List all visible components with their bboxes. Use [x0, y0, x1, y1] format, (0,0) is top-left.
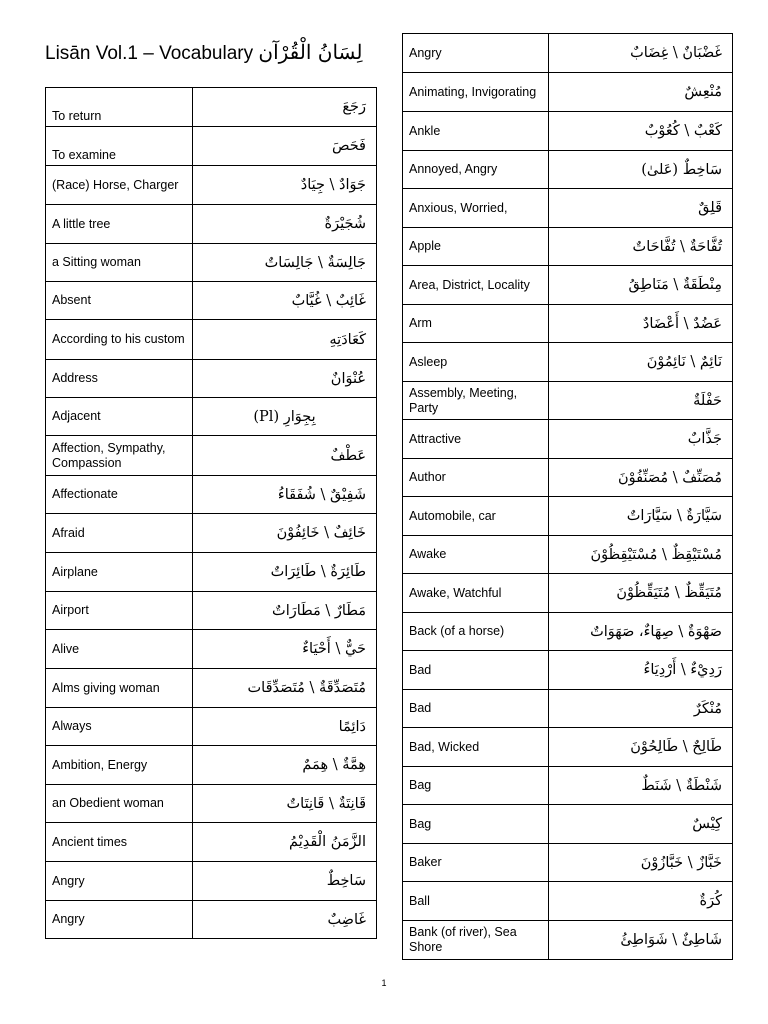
table-row [403, 921, 733, 960]
english-term: Angry [46, 862, 193, 901]
english-term: Adjacent [46, 398, 193, 436]
table-row [46, 205, 377, 244]
table-row [403, 882, 733, 921]
english-term: Bad [403, 651, 549, 690]
english-term: Area, District, Locality [403, 266, 549, 305]
english-term: Baker [403, 844, 549, 882]
table-row [403, 459, 733, 497]
table-row [403, 343, 733, 382]
table-row [46, 398, 377, 436]
arabic-term: رَدِيْءٌ \ أَرْدِيَاءُ [549, 651, 733, 690]
arabic-term: شَفِيْقٌ \ شُفَقَاءُ [193, 476, 377, 514]
arabic-term: جَالِسَةٌ \ جَالِسَاتٌ [193, 244, 377, 282]
english-term: Ancient times [46, 823, 193, 862]
english-term: Bag [403, 805, 549, 844]
english-term: Angry [46, 901, 193, 939]
table-row [403, 112, 733, 151]
arabic-term: سَيَّارَةٌ \ سَيَّارَاتٌ [549, 497, 733, 536]
arabic-term: مُنْعِشٌ [549, 73, 733, 112]
arabic-term: رَجَعَ [193, 88, 377, 127]
table-row [46, 282, 377, 320]
arabic-term: غَاضِبٌ [193, 901, 377, 939]
arabic-term: بِجِوَارِ (Pl) [193, 398, 377, 436]
english-term: Angry [403, 34, 549, 73]
arabic-term: سَاخِطٌ [193, 862, 377, 901]
english-term: Annoyed, Angry [403, 151, 549, 189]
english-term: Ankle [403, 112, 549, 151]
arabic-term: نَائِمٌ \ نَائِمُوْنَ [549, 343, 733, 382]
table-row [46, 244, 377, 282]
arabic-term: شُجَيْرَةٌ [193, 205, 377, 244]
english-term: A little tree [46, 205, 193, 244]
english-term: Ball [403, 882, 549, 921]
title-arabic: لِسَانُ الْقُرْآن [258, 40, 363, 64]
vocab-table-right [402, 33, 733, 960]
table-row [403, 228, 733, 266]
arabic-term: عَطْفٌ [193, 436, 377, 476]
english-term: Back (of a horse) [403, 613, 549, 651]
table-row [403, 805, 733, 844]
english-term: Bad [403, 690, 549, 728]
table-row [403, 651, 733, 690]
table-row [46, 514, 377, 553]
english-term: According to his custom [46, 320, 193, 360]
arabic-term: هِمَّةٌ \ هِمَمٌ [193, 746, 377, 785]
english-term: Airport [46, 592, 193, 630]
english-term: Asleep [403, 343, 549, 382]
table-row [46, 553, 377, 592]
english-term: Affection, Sympathy, Compassion [46, 436, 193, 476]
english-term: Bag [403, 767, 549, 805]
arabic-term: كَعَادَتِهِ [193, 320, 377, 360]
table-row [403, 382, 733, 420]
english-term: Arm [403, 305, 549, 343]
arabic-term: الزَّمَنُ الْقَدِيْمُ [193, 823, 377, 862]
arabic-term: جَوَادٌ \ جِيَادٌ [193, 166, 377, 205]
table-row [403, 305, 733, 343]
table-row [46, 708, 377, 746]
table-row [403, 728, 733, 767]
english-term: To return [46, 88, 193, 127]
table-row [403, 497, 733, 536]
english-term: Always [46, 708, 193, 746]
arabic-term: مُتَصَدِّقَةٌ \ مُتَصَدِّقَات [193, 669, 377, 708]
table-row [46, 746, 377, 785]
title-english: Lisān Vol.1 – Vocabulary [45, 43, 259, 64]
english-term: Awake, Watchful [403, 574, 549, 613]
english-term: Absent [46, 282, 193, 320]
arabic-term: صَهْوَةٌ \ صِهَاءٌ، صَهَوَاتٌ [549, 613, 733, 651]
arabic-term: مَطَارٌ \ مَطَارَاتٌ [193, 592, 377, 630]
arabic-term: قَلِقٌ [549, 189, 733, 228]
table-row [46, 592, 377, 630]
english-term: Attractive [403, 420, 549, 459]
arabic-term: مُسْتَيْقِظٌ \ مُسْتَيْقِظُوْنَ [549, 536, 733, 574]
arabic-term: خَائِفٌ \ خَائِفُوْنَ [193, 514, 377, 553]
table-row [46, 785, 377, 823]
table-row [403, 844, 733, 882]
arabic-term: فَحَصَ [193, 127, 377, 166]
arabic-term: كُرَةٌ [549, 882, 733, 921]
english-term: a Sitting woman [46, 244, 193, 282]
table-row [46, 862, 377, 901]
table-row [46, 823, 377, 862]
arabic-term: طَالِحٌ \ طَالِحُوْنَ [549, 728, 733, 767]
table-row [403, 73, 733, 112]
english-term: Animating, Invigorating [403, 73, 549, 112]
arabic-term: مُتَيَقِّظٌ \ مُتَيَقِّظُوْنَ [549, 574, 733, 613]
arabic-term: مُصَنِّفٌ \ مُصَنِّفُوْنَ [549, 459, 733, 497]
table-row [403, 420, 733, 459]
arabic-term: غَائِبٌ \ غُيَّابٌ [193, 282, 377, 320]
arabic-term: مِنْطَقَةٌ \ مَنَاطِقُ [549, 266, 733, 305]
arabic-term: طَائِرَةٌ \ طَائِرَاتٌ [193, 553, 377, 592]
table-row [403, 266, 733, 305]
table-row [46, 901, 377, 939]
table-row [403, 613, 733, 651]
english-term: Ambition, Energy [46, 746, 193, 785]
english-term: Afraid [46, 514, 193, 553]
arabic-term: غَضْبَانٌ \ غِضَابٌ [549, 34, 733, 73]
english-term: Anxious, Worried, [403, 189, 549, 228]
english-term: Alms giving woman [46, 669, 193, 708]
arabic-term: حَفْلَةٌ [549, 382, 733, 420]
arabic-term: تُفَّاحَةٌ \ تُفَّاحَاتٌ [549, 228, 733, 266]
table-row [403, 767, 733, 805]
table-row [46, 320, 377, 360]
arabic-term: عَضُدٌ \ أَعْضَادٌ [549, 305, 733, 343]
english-term: Bad, Wicked [403, 728, 549, 767]
table-row [403, 34, 733, 73]
table-row [46, 436, 377, 476]
arabic-term: شَنْطَةٌ \ شَنَطٌ [549, 767, 733, 805]
english-term: Address [46, 360, 193, 398]
english-term: Alive [46, 630, 193, 669]
english-term: Automobile, car [403, 497, 549, 536]
english-term: Airplane [46, 553, 193, 592]
arabic-term: قَانِتَةٌ \ قَانِتَاتٌ [193, 785, 377, 823]
table-row [403, 151, 733, 189]
arabic-term: عُنْوَانٌ [193, 360, 377, 398]
table-row [46, 166, 377, 205]
page-number: 1 [381, 978, 387, 988]
arabic-term: شَاطِئٌ \ شَوَاطِئُ [549, 921, 733, 960]
arabic-term: سَاخِطٌ (عَلىٰ) [549, 151, 733, 189]
table-row [403, 574, 733, 613]
arabic-term: كَعْبٌ \ كُعُوْبٌ [549, 112, 733, 151]
arabic-term: مُنْكَرٌ [549, 690, 733, 728]
english-term: Awake [403, 536, 549, 574]
english-term: To examine [46, 127, 193, 166]
table-row [46, 630, 377, 669]
table-row [46, 669, 377, 708]
english-term: Apple [403, 228, 549, 266]
arabic-term: دَائِمًا [193, 708, 377, 746]
english-term: (Race) Horse, Charger [46, 166, 193, 205]
table-row [46, 88, 377, 127]
arabic-term: حَيٌّ \ أَحْيَاءٌ [193, 630, 377, 669]
table-row [403, 690, 733, 728]
table-row [46, 360, 377, 398]
table-row [403, 536, 733, 574]
table-row [46, 127, 377, 166]
page-title [45, 40, 363, 65]
english-term: Affectionate [46, 476, 193, 514]
arabic-term: خَبَّازٌ \ خَبَّازُوْنَ [549, 844, 733, 882]
table-row [46, 476, 377, 514]
arabic-term: كِيْسٌ [549, 805, 733, 844]
arabic-term: جَذَّابٌ [549, 420, 733, 459]
english-term: Author [403, 459, 549, 497]
english-term: an Obedient woman [46, 785, 193, 823]
english-term: Assembly, Meeting, Party [403, 382, 549, 420]
english-term: Bank (of river), Sea Shore [403, 921, 549, 960]
table-row [403, 189, 733, 228]
vocab-table-left [45, 87, 377, 939]
